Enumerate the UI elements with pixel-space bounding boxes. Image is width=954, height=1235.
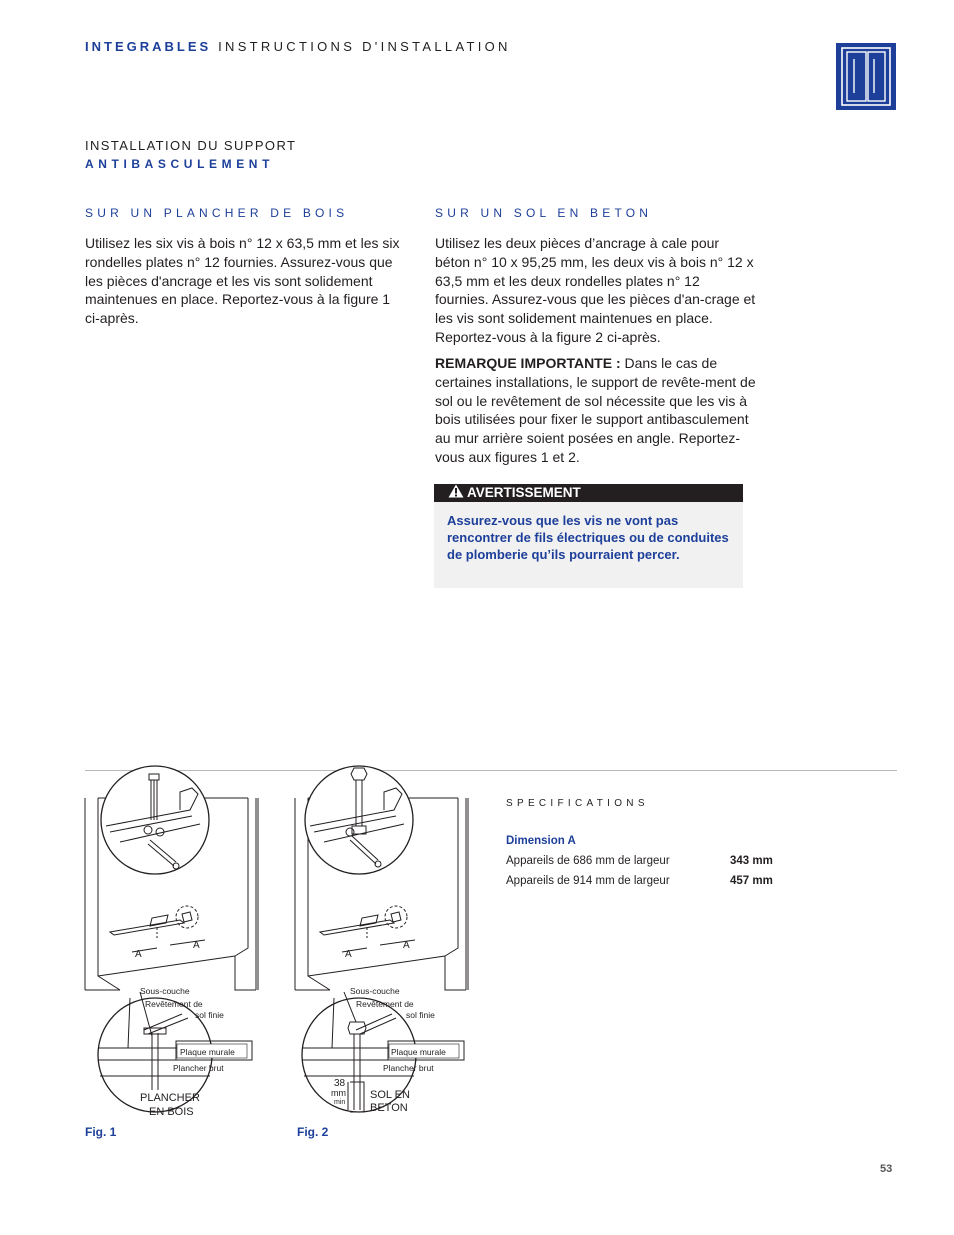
figure-1-wood-floor-diagram: [80, 760, 280, 1125]
spec-row-value: 457 mm: [730, 875, 773, 887]
fig1-label-plancher-brut: Plancher brut: [173, 1063, 224, 1073]
fig2-label-main-2: BETON: [370, 1102, 408, 1114]
dimension-a-label: Dimension A: [506, 835, 576, 847]
spec-row-label: Appareils de 914 mm de largeur: [506, 875, 670, 887]
figure-2-concrete-floor-diagram: [292, 760, 492, 1125]
warning-text: Assurez-vous que les vis ne vont pas rencontrer de fils électriques ou de conduites de plomberie qu’ils pourraient percer.: [447, 513, 729, 562]
fig2-dim-a-right: A: [403, 940, 410, 951]
fig2-label-38: 38: [334, 1078, 346, 1089]
warning-triangle-icon: [448, 484, 464, 498]
header-subtitle: INSTRUCTIONS D'INSTALLATION: [218, 39, 511, 54]
spec-row-value: 343 mm: [730, 855, 773, 867]
warning-header: [434, 484, 743, 502]
important-note: [435, 354, 757, 467]
specifications-title: SPECIFICATIONS: [506, 798, 649, 809]
spec-row-label: Appareils de 686 mm de largeur: [506, 855, 670, 867]
fig1-label-main-1: PLANCHER: [140, 1092, 200, 1104]
figure-2-caption: Fig. 2: [297, 1125, 329, 1139]
fig2-dim-a-left: A: [345, 949, 352, 960]
fig1-label-main-2: EN BOIS: [149, 1106, 194, 1118]
concrete-floor-text: Utilisez les deux pièces d’ancrage à cale pour béton n° 10 x 95,25 mm, les deux vis à bois n° 12 x 63,5 mm et les deux rondelles plates n° 12 fournies. Assurez-vous que les pièces d'an-crage et les vis sont solidement maintenues en place. Reportez-vous à la figure 2 ci-après.: [435, 235, 756, 345]
fig2-label-main-1: SOL EN: [370, 1089, 410, 1101]
fig2-label-plancher-brut: Plancher brut: [383, 1063, 434, 1073]
built-in-refrigerator-logo-icon: [836, 43, 896, 110]
section-title: INSTALLATION DU SUPPORT: [85, 138, 297, 153]
fig1-label-sol-finie: sol finie: [195, 1010, 224, 1020]
fig2-label-mm: mm: [331, 1088, 346, 1098]
wood-floor-heading: SUR UN PLANCHER DE BOIS: [85, 206, 349, 220]
fig2-label-sous-couche: Sous-couche: [350, 986, 400, 996]
fig1-label-plaque-murale: Plaque murale: [180, 1047, 235, 1057]
fig1-label-revetement: Revêtement de: [145, 999, 203, 1009]
header-brand: INTEGRABLES: [85, 39, 212, 54]
figure-1-caption: Fig. 1: [85, 1125, 117, 1139]
wood-floor-text: Utilisez les six vis à bois n° 12 x 63,5 mm et les six rondelles plates n° 12 fournies. Assurez-vous que les pièces d'ancrage et les vis sont solidement maintenues en place. Reportez-vous à la figure 1 ci-après.: [85, 235, 400, 327]
concrete-floor-heading: SUR UN SOL EN BETON: [435, 206, 653, 220]
warning-box: [434, 484, 743, 588]
header-title: [85, 39, 511, 54]
fig1-dim-a-right: A: [193, 940, 200, 951]
fig2-label-min: min: [334, 1099, 346, 1106]
fig1-label-sous-couche: Sous-couche: [140, 986, 190, 996]
spec-row: [506, 855, 773, 867]
fig2-label-plaque-murale: Plaque murale: [391, 1047, 446, 1057]
spec-row: [506, 875, 773, 887]
warning-title: AVERTISSEMENT: [467, 485, 581, 500]
important-note-text: Dans le cas de certaines installations, le support de revête-ment de sol ou le revêtement de sol nécessite que les vis à bois utilisées pour fixer le support antibasculement au mur arrière soient posées en angle. Reportez-vous aux figures 1 et 2.: [435, 355, 756, 465]
important-note-label: REMARQUE IMPORTANTE :: [435, 355, 621, 371]
fig1-dim-a-left: A: [135, 949, 142, 960]
fig2-label-sol-finie: sol finie: [406, 1010, 435, 1020]
fig2-label-revetement: Revêtement de: [356, 999, 414, 1009]
section-subtitle: ANTIBASCULEMENT: [85, 157, 274, 171]
page-number: 53: [880, 1163, 893, 1175]
